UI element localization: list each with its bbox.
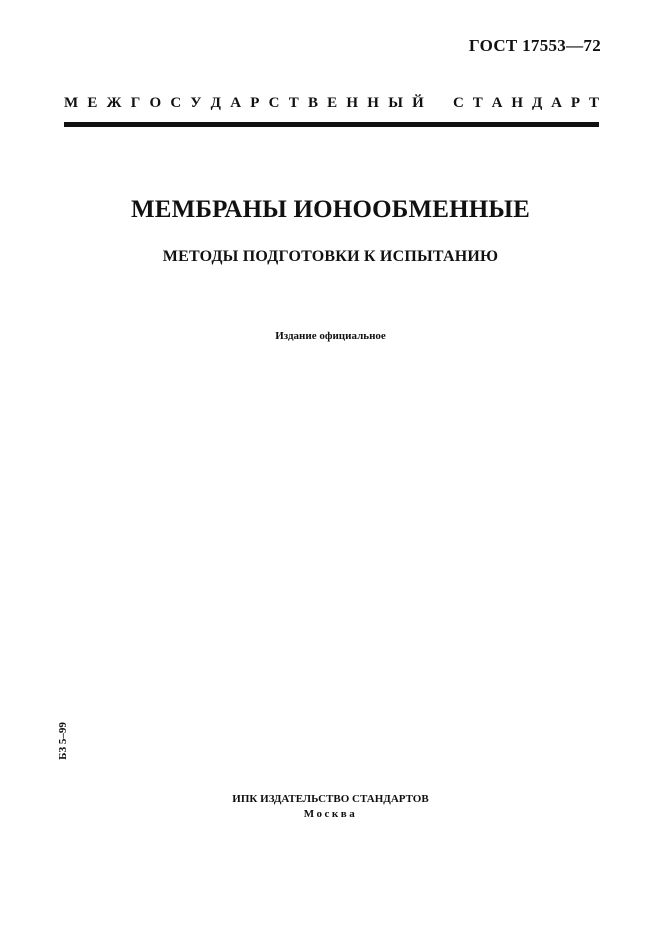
header-letter: О bbox=[149, 95, 162, 111]
header-letter: С bbox=[453, 95, 464, 111]
document-title: МЕМБРАНЫ ИОНООБМЕННЫЕ bbox=[130, 196, 531, 223]
header-letter: Т bbox=[588, 95, 599, 111]
header-letter: Ж bbox=[106, 95, 122, 111]
header-letter: У bbox=[190, 95, 202, 111]
standard-header bbox=[64, 94, 599, 127]
header-letter: С bbox=[170, 95, 182, 111]
header-rule bbox=[64, 122, 599, 127]
document-subtitle: МЕТОДЫ ПОДГОТОВКИ К ИСПЫТАНИЮ bbox=[162, 248, 499, 265]
header-letter: Д bbox=[210, 95, 221, 111]
publisher-city: Москва bbox=[303, 808, 358, 820]
header-letter: Н bbox=[511, 95, 524, 111]
standard-type-word-1 bbox=[64, 94, 424, 112]
header-letter: Й bbox=[412, 95, 424, 111]
standard-type-line bbox=[64, 94, 599, 112]
header-letter: А bbox=[491, 95, 503, 111]
document-number: ГОСТ 17553—72 bbox=[468, 36, 601, 55]
header-letter: Е bbox=[87, 95, 98, 111]
header-letter: М bbox=[64, 95, 79, 111]
side-code: БЗ 5–99 bbox=[57, 722, 69, 760]
header-letter: Р bbox=[570, 95, 581, 111]
header-letter: Д bbox=[531, 95, 543, 111]
header-letter: Е bbox=[327, 95, 338, 111]
header-letter: В bbox=[307, 95, 318, 111]
header-letter: А bbox=[551, 95, 562, 111]
publisher: ИПК ИЗДАТЕЛЬСТВО СТАНДАРТОВ bbox=[232, 793, 429, 805]
edition-note: Издание официальное bbox=[275, 330, 386, 342]
header-letter: Т bbox=[472, 95, 483, 111]
header-letter: Р bbox=[250, 95, 260, 111]
header-letter: С bbox=[268, 95, 280, 111]
header-letter: Н bbox=[367, 95, 379, 111]
header-letter: Г bbox=[130, 95, 141, 111]
header-letter: Т bbox=[288, 95, 299, 111]
header-letter: Ы bbox=[388, 95, 403, 111]
header-letter: Н bbox=[346, 95, 359, 111]
standard-type-word-2 bbox=[453, 94, 599, 112]
header-letter: А bbox=[230, 95, 242, 111]
